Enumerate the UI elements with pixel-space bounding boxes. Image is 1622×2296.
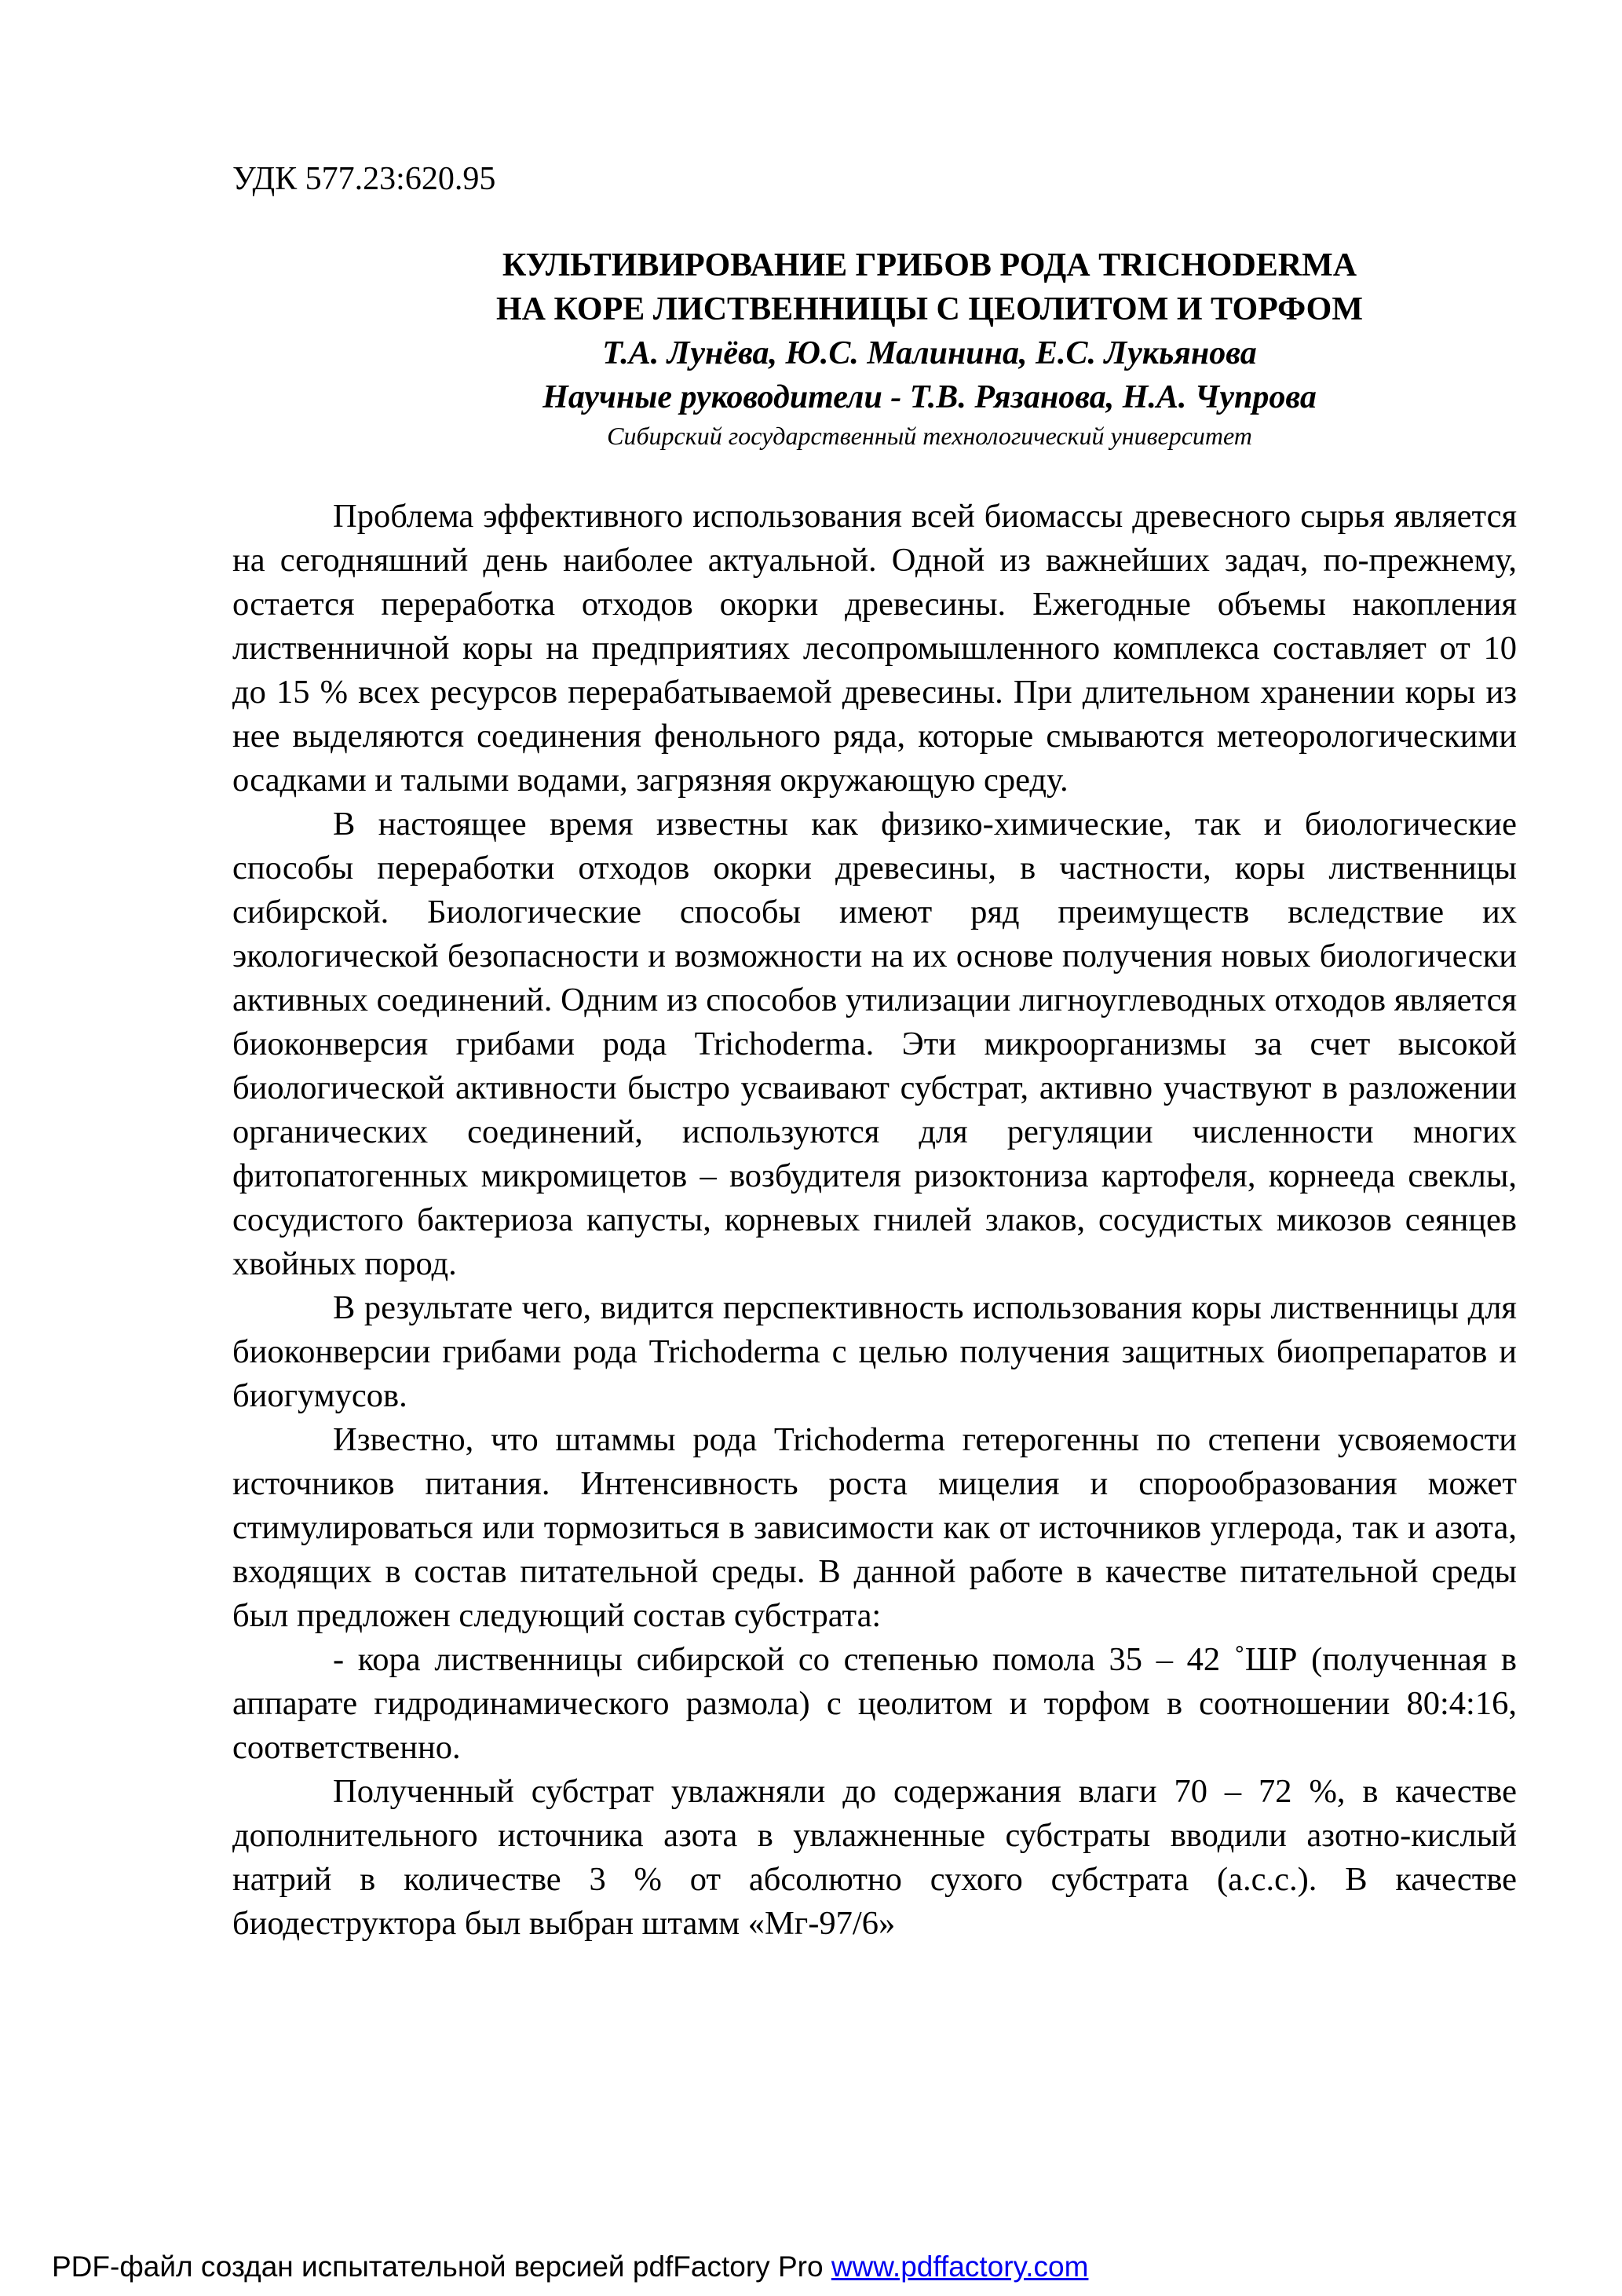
paragraph: Известно, что штаммы рода Trichoderma гетерогенны по степени усвояемости источников питания. Интенсивность роста мицелия и спорообразования может стимулироваться или тормозиться в зависимости как от источников углерода, так и азота, входящих в состав питательной среды. В данной работе в качестве питательной среды был предложен следующий состав субстрата:: [232, 1421, 1517, 1634]
footer-link[interactable]: www.pdffactory.com: [831, 2250, 1089, 2283]
authors: Т.А. Лунёва, Ю.С. Малинина, Е.С. Лукьянова: [602, 335, 1257, 371]
paragraph: В результате чего, видится перспективность использования коры лиственницы для биоконверсии грибами рода Trichoderma с целью получения защитных биопрепаратов и биогумусов.: [232, 1289, 1517, 1414]
paragraph: - кора лиственницы сибирской со степенью помола 35 – 42 ˚ШР (полученная в аппарате гидродинамического размола) с цеолитом и торфом в соотношении 80:4:16, соответственно.: [232, 1641, 1517, 1766]
udk-code: УДК 577.23:620.95: [232, 161, 496, 197]
footer-text: PDF-файл создан испытательной версией pdfFactory Pro: [52, 2250, 824, 2283]
paragraph: Проблема эффективного использования всей биомассы древесного сырья является на сегодняшний день наиболее актуальной. Одной из важнейших задач, по-прежнему, остается переработка отходов окорки древесины. Ежегодные объемы накопления лиственничной коры на предприятиях лесопромышленного комплекса составляет от 10 до 15 % всех ресурсов перерабатываемой древесины. При длительном хранении коры из нее выделяются соединения фенольного ряда, которые смываются метеорологическими осадками и талыми водами, загрязняя окружающую среду.: [232, 498, 1517, 799]
supervisors: Научные руководители - Т.В. Рязанова, Н.А. Чупрова: [542, 379, 1317, 415]
article-title-line-2: НА КОРЕ ЛИСТВЕННИЦЫ С ЦЕОЛИТОМ И ТОРФОМ: [496, 291, 1363, 327]
pdf-footer: [52, 2249, 1088, 2285]
paragraph: Полученный субстрат увлажняли до содержания влаги 70 – 72 %, в качестве дополнительного источника азота в увлажненные субстраты вводили азотно-кислый натрий в количестве 3 % от абсолютно сухого субстрата (а.с.с.). В качестве биодеструктора был выбран штамм «Мг-97/6»: [232, 1773, 1517, 1942]
paragraph: В настоящее время известны как физико-химические, так и биологические способы переработки отходов окорки древесины, в частности, коры лиственницы сибирской. Биологические способы имеют ряд преимуществ вследствие их экологической безопасности и возможности на их основе получения новых биологически активных соединений. Одним из способов утилизации лигноуглеводных отходов является биоконверсия грибами рода Trichoderma. Эти микроорганизмы за счет высокой биологической активности быстро усваивают субстрат, активно участвуют в разложении органических соединений, используются для регуляции численности многих фитопатогенных микромицетов – возбудителя ризоктониза картофеля, корнееда свеклы, сосудистого бактериоза капусты, корневых гнилей злаков, сосудистых микозов сеянцев хвойных пород.: [232, 806, 1517, 1282]
article-body: [232, 495, 1517, 1946]
article-header: [232, 243, 1517, 452]
affiliation: Сибирский государственный технологический университет: [607, 422, 1252, 450]
article-title-line-1: КУЛЬТИВИРОВАНИЕ ГРИБОВ РОДА TRICHODERMA: [502, 247, 1357, 283]
